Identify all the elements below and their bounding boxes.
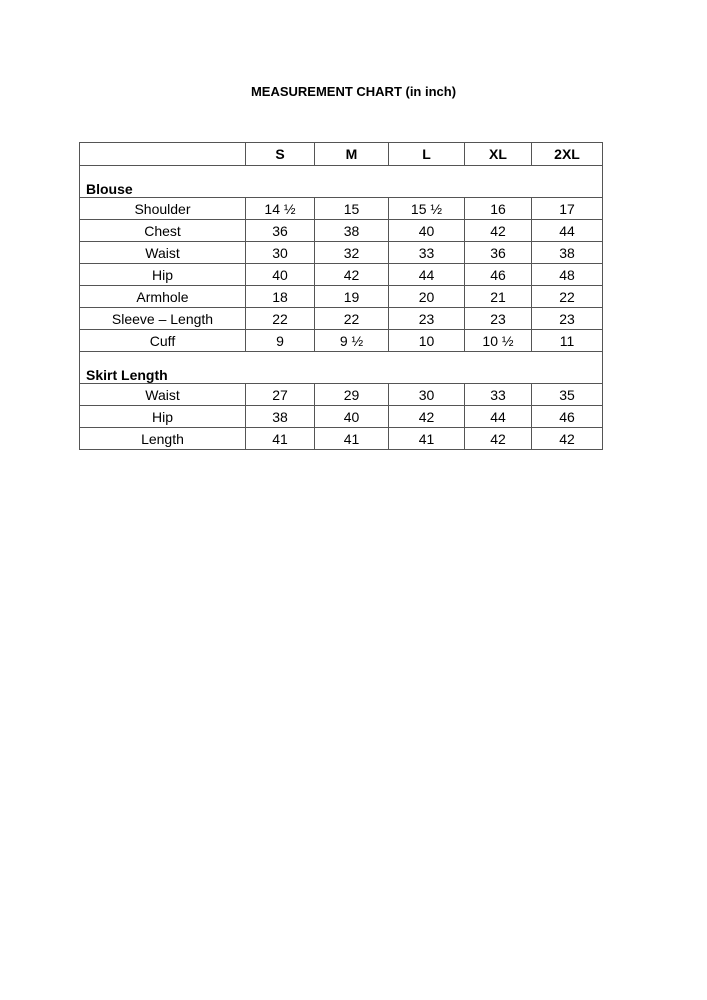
measurement-value: 40 [315, 406, 389, 428]
measurement-value: 42 [465, 428, 532, 450]
measurement-table [79, 142, 603, 450]
measurement-value: 36 [465, 242, 532, 264]
measurement-value: 17 [532, 198, 603, 220]
measurement-label: Armhole [80, 286, 246, 308]
measurement-value: 20 [389, 286, 465, 308]
table-row [80, 198, 603, 220]
measurement-value: 44 [465, 406, 532, 428]
measurement-value: 46 [465, 264, 532, 286]
measurement-value: 38 [532, 242, 603, 264]
measurement-value: 18 [246, 286, 315, 308]
size-header-row [80, 143, 603, 166]
measurement-value: 16 [465, 198, 532, 220]
measurement-value: 35 [532, 384, 603, 406]
measurement-label: Waist [80, 242, 246, 264]
table-row [80, 308, 603, 330]
measurement-label: Shoulder [80, 198, 246, 220]
measurement-value: 22 [315, 308, 389, 330]
blouse-section-row [80, 166, 603, 198]
measurement-value: 41 [246, 428, 315, 450]
measurement-value: 41 [315, 428, 389, 450]
measurement-value: 48 [532, 264, 603, 286]
measurement-value: 29 [315, 384, 389, 406]
table-row [80, 384, 603, 406]
size-header-2xl: 2XL [532, 143, 603, 166]
measurement-label: Length [80, 428, 246, 450]
measurement-value: 36 [246, 220, 315, 242]
measurement-value: 40 [246, 264, 315, 286]
measurement-value: 19 [315, 286, 389, 308]
measurement-value: 21 [465, 286, 532, 308]
table-row [80, 220, 603, 242]
table-row [80, 264, 603, 286]
measurement-value: 15 ½ [389, 198, 465, 220]
measurement-value: 33 [389, 242, 465, 264]
measurement-value: 38 [246, 406, 315, 428]
measurement-label: Chest [80, 220, 246, 242]
measurement-label: Hip [80, 406, 246, 428]
measurement-value: 11 [532, 330, 603, 352]
table-row [80, 330, 603, 352]
measurement-value: 30 [246, 242, 315, 264]
measurement-value: 40 [389, 220, 465, 242]
measurement-value: 22 [246, 308, 315, 330]
measurement-value: 23 [389, 308, 465, 330]
measurement-value: 14 ½ [246, 198, 315, 220]
measurement-label: Hip [80, 264, 246, 286]
measurement-label: Sleeve – Length [80, 308, 246, 330]
measurement-label: Waist [80, 384, 246, 406]
table-row [80, 406, 603, 428]
measurement-value: 10 ½ [465, 330, 532, 352]
table-row [80, 242, 603, 264]
blouse-section-heading: Blouse [80, 166, 603, 198]
measurement-value: 23 [532, 308, 603, 330]
measurement-value: 42 [315, 264, 389, 286]
measurement-value: 9 [246, 330, 315, 352]
measurement-value: 41 [389, 428, 465, 450]
measurement-value: 42 [532, 428, 603, 450]
table-row [80, 286, 603, 308]
measurement-value: 44 [532, 220, 603, 242]
size-header-m: M [315, 143, 389, 166]
measurement-value: 22 [532, 286, 603, 308]
measurement-value: 27 [246, 384, 315, 406]
measurement-value: 9 ½ [315, 330, 389, 352]
measurement-value: 42 [389, 406, 465, 428]
measurement-value: 33 [465, 384, 532, 406]
size-header-s: S [246, 143, 315, 166]
measurement-value: 30 [389, 384, 465, 406]
measurement-label: Cuff [80, 330, 246, 352]
measurement-value: 23 [465, 308, 532, 330]
header-empty-cell [80, 143, 246, 166]
measurement-value: 46 [532, 406, 603, 428]
size-header-xl: XL [465, 143, 532, 166]
skirt-section-row [80, 352, 603, 384]
table-row [80, 428, 603, 450]
page-title: MEASUREMENT CHART (in inch) [250, 84, 457, 99]
measurement-value: 42 [465, 220, 532, 242]
measurement-value: 10 [389, 330, 465, 352]
measurement-value: 38 [315, 220, 389, 242]
skirt-section-heading: Skirt Length [80, 352, 603, 384]
measurement-value: 32 [315, 242, 389, 264]
measurement-value: 15 [315, 198, 389, 220]
size-header-l: L [389, 143, 465, 166]
measurement-value: 44 [389, 264, 465, 286]
